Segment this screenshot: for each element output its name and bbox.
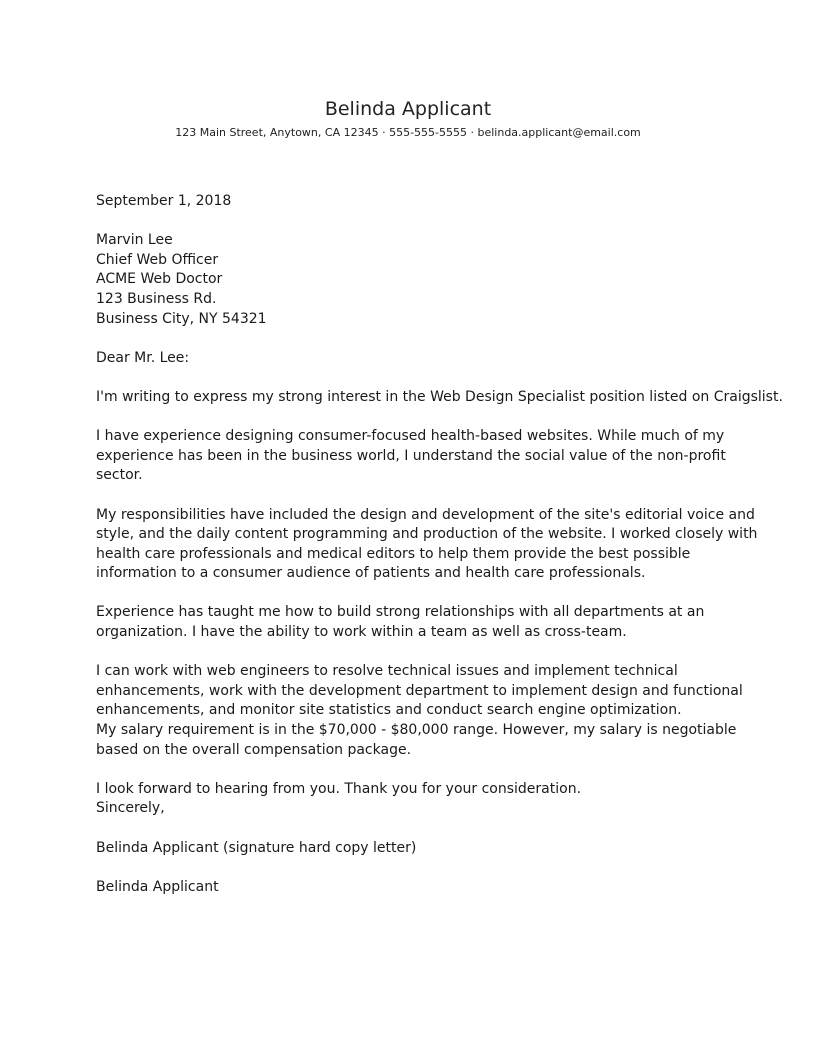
paragraph-relationships xyxy=(96,603,736,642)
letter-header xyxy=(0,96,816,141)
sender-name: Belinda Applicant xyxy=(324,98,492,120)
recipient-address-line1: 123 Business Rd. xyxy=(96,290,217,307)
paragraph-line: I look forward to hearing from you. Thank you for your consideration. xyxy=(96,780,582,797)
paragraph-line: health care professionals and medical editors to help them provide the best possible xyxy=(96,545,691,562)
closing-block xyxy=(96,780,736,819)
paragraph-line: sector. xyxy=(96,467,143,484)
letter-date: September 1, 2018 xyxy=(96,193,232,209)
paragraph-technical-salary xyxy=(96,662,743,760)
paragraph-line: enhancements, work with the development department to implement design and functional xyxy=(96,682,743,699)
paragraph-line: experience has been in the business world, I understand the social value of the non-profit xyxy=(96,447,726,464)
sender-contact-info: 123 Main Street, Anytown, CA 12345 · 555-555-5555 · belinda.applicant@email.com xyxy=(175,126,641,139)
paragraph-line: I can work with web engineers to resolve technical issues and implement technical xyxy=(96,663,678,680)
recipient-name: Marvin Lee xyxy=(96,232,173,249)
paragraph-line: My responsibilities have included the design and development of the site's editorial voice and xyxy=(96,506,755,523)
paragraph-line: Experience has taught me how to build strong relationships with all departments at an xyxy=(96,604,705,621)
signer-name: Belinda Applicant xyxy=(96,878,219,895)
paragraph-line: organization. I have the ability to work within a team as well as cross-team. xyxy=(96,624,627,641)
salutation: Dear Mr. Lee: xyxy=(96,349,190,366)
paragraph-interest xyxy=(96,388,783,408)
paragraph-line: enhancements, and monitor site statistics and conduct search engine optimization. xyxy=(96,702,682,719)
paragraph-line: My salary requirement is in the $70,000 - $80,000 range. However, my salary is negotiable xyxy=(96,722,737,739)
paragraph-responsibilities xyxy=(96,506,758,584)
letter-body xyxy=(96,192,783,917)
paragraph-line: based on the overall compensation package. xyxy=(96,741,412,758)
recipient-address-block xyxy=(96,231,736,329)
paragraph-experience xyxy=(96,427,736,486)
closing: Sincerely, xyxy=(96,800,165,817)
signature-note: Belinda Applicant (signature hard copy letter) xyxy=(96,839,417,856)
paragraph-line: style, and the daily content programming and production of the website. I worked closely with xyxy=(96,526,758,543)
recipient-title: Chief Web Officer xyxy=(96,251,219,268)
paragraph-line: I have experience designing consumer-focused health-based websites. While much of my xyxy=(96,428,725,445)
paragraph-line: I'm writing to express my strong interest in the Web Design Specialist position listed on Craigslist. xyxy=(96,388,783,405)
recipient-address-line2: Business City, NY 54321 xyxy=(96,310,267,327)
recipient-company: ACME Web Doctor xyxy=(96,271,223,288)
paragraph-line: information to a consumer audience of patients and health care professionals. xyxy=(96,565,646,582)
